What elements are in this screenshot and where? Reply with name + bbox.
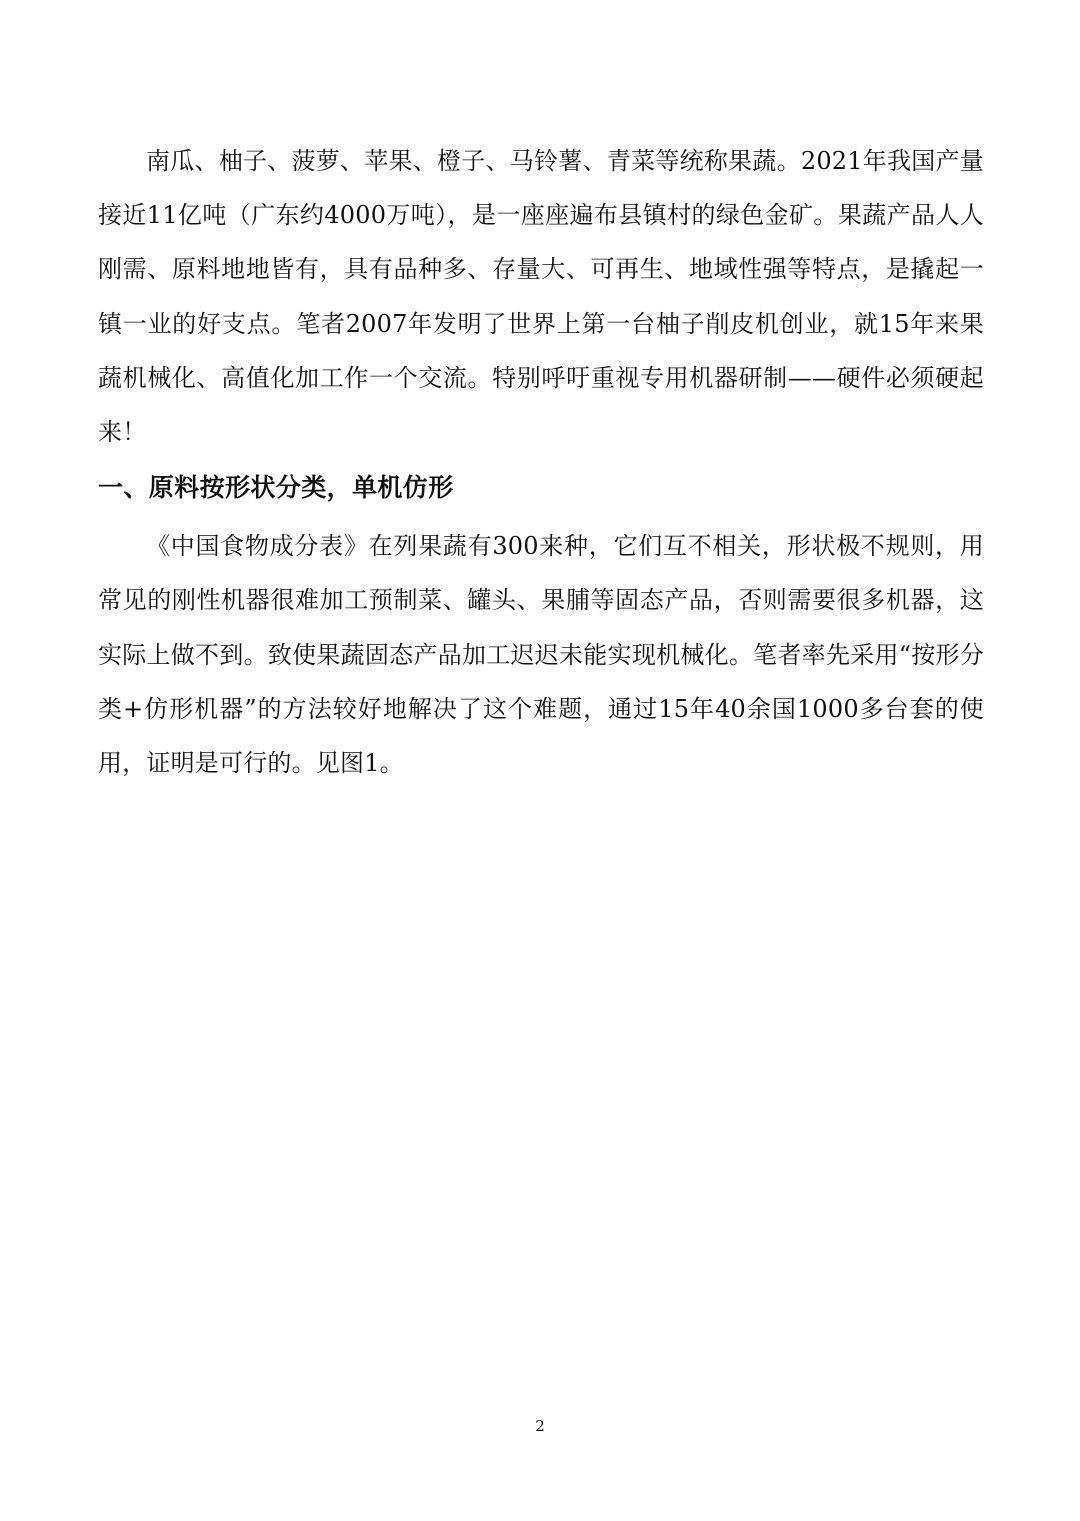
section-paragraph: 《中国食物成分表》在列果蔬有300来种，它们互不相关，形状极不规则，用常见的刚性机器很难加工预制菜、罐头、果脯等固态产品，否则需要很多机器，这实际上做不到。致使果蔬固态产品加工迟迟未能实现机械化。笔者率先采用“按形分类+仿形机器”的方法较好地解决了这个难题，通过15年40余国1000多台套的使用，证明是可行的。见图1。 [98,532,984,778]
section-heading: 一、原料按形状分类，单机仿形 [98,473,454,503]
page-number: 2 [535,1417,545,1435]
intro-paragraph: 南瓜、柚子、菠萝、苹果、橙子、马铃薯、青菜等统称果蔬。2021年我国产量接近11亿吨（广东约4000万吨），是一座座遍布县镇村的绿色金矿。果蔬产品人人刚需、原料地地皆有，具有品种多、存量大、可再生、地域性强等特点，是撬起一镇一业的好支点。笔者2007年发明了世界上第一台柚子削皮机创业，就15年来果蔬机械化、高值化加工作一个交流。特别呼吁重视专用机器研制——硬件必须硬起来！ [98,147,984,447]
page-content [98,134,984,790]
